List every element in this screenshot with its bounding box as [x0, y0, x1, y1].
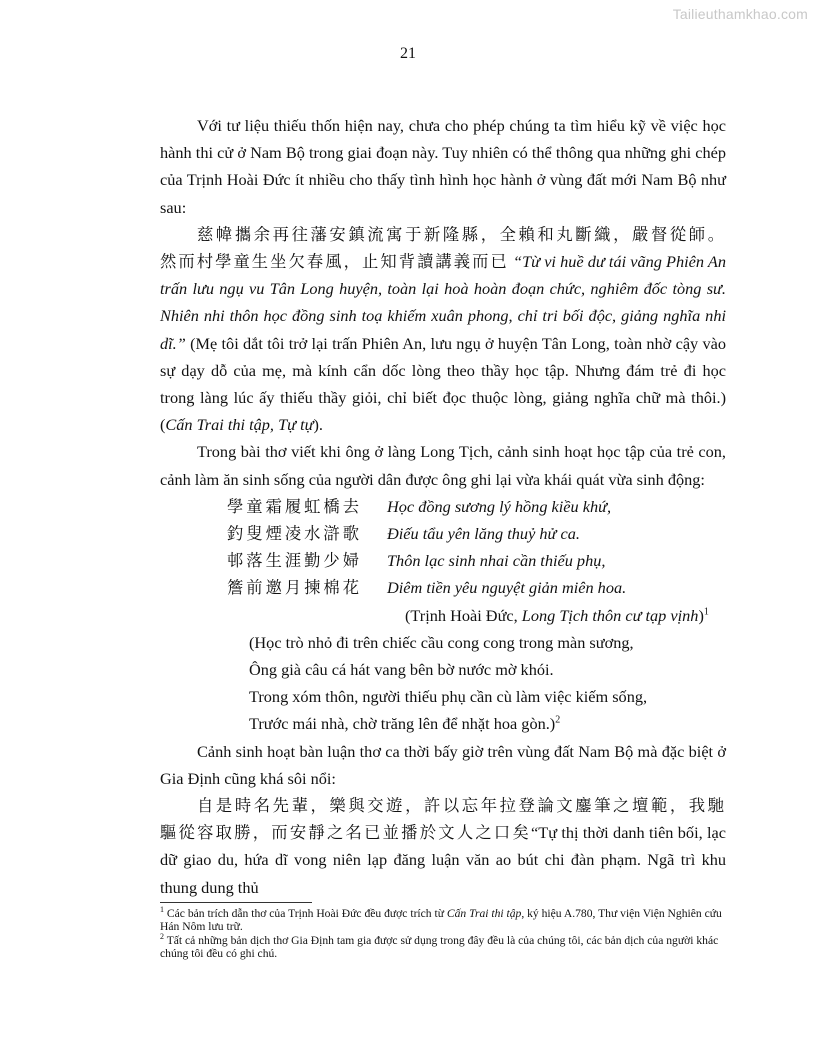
- footnote-number: 2: [160, 931, 164, 941]
- poem-line: [160, 574, 726, 601]
- translation-line: Ông già câu cá hát vang bên bờ nước mờ khói.: [249, 659, 554, 679]
- translation-line-text: Trước mái nhà, chờ trăng lên để nhặt hoa gòn.): [249, 714, 556, 734]
- footnote-1: [160, 907, 726, 934]
- footnote-ref-1[interactable]: 1: [703, 606, 709, 618]
- poem-han: 邨落生涯勤少婦: [227, 551, 362, 571]
- paragraph-poem-intro: Trong bài thơ viết khi ông ở làng Long Tịch, cảnh sinh hoạt học tập của trẻ con, cảnh làm ăn sinh sống của người dân được ông ghi lại vừa khái quát vừa sinh động:: [160, 442, 726, 489]
- han-quote-2: 自是時名先輩，樂與交遊，許以忘年拉登論文鏖筆之壇範，我馳驅從容取勝，而安靜之名已並播於文人之口矣: [160, 795, 726, 843]
- viet-translation: (Mẹ tôi dắt tôi trở lại trấn Phiên An, lưu ngụ ở huyện Tân Long, toàn nhờ cậy vào sự dạy dỗ của mẹ, mà kính cẩn dốc lòng theo thầy học tập. Nhưng đám trẻ đi học trong làng lúc ấy thiếu thầy giỏi, chỉ biết đọc thuộc lòng, giảng nghĩa chữ mà thôi.) (: [160, 333, 726, 435]
- poem-source: [160, 602, 726, 629]
- poem-viet: Học đồng sương lý hồng kiều khứ,: [387, 496, 612, 516]
- viet-transliteration-2: “Tự thị thời danh tiên bối, lạc dữ giao du, hứa dĩ vong niên lạp đăng luận văn ao bút chi đàn phạm. Ngã trì khu thung dung thủ: [160, 823, 726, 897]
- paragraph-discussion: Cảnh sinh hoạt bàn luận thơ ca thời bấy giờ trên vùng đất Nam Bộ mà đặc biệt ở Gia Định cũng khá sôi nổi:: [160, 741, 726, 788]
- translation-line: [249, 710, 726, 737]
- poem-line: [160, 493, 726, 520]
- page-body: [160, 112, 726, 901]
- page-number: 21: [400, 45, 416, 62]
- quote-source: Cấn Trai thi tập, Tự tự: [165, 415, 314, 435]
- footnote-ref-2[interactable]: 2: [555, 714, 561, 726]
- watermark: Tailieuthamkhao.com: [672, 6, 808, 22]
- footnote-divider: [160, 902, 312, 903]
- poem-line: [160, 520, 726, 547]
- poem-source-title: Long Tịch thôn cư tạp vịnh: [521, 605, 699, 625]
- footnote-number: 1: [160, 905, 164, 915]
- poem-source-suffix: ): [698, 605, 704, 625]
- poem-han: 釣叟煙凌水滸歌: [227, 524, 362, 544]
- poem-source-prefix: (Trịnh Hoài Đức,: [405, 605, 522, 625]
- footnote-2: [160, 931, 726, 961]
- paragraph-intro: Với tư liệu thiếu thốn hiện nay, chưa cho phép chúng ta tìm hiểu kỹ về việc học hành thi cử ở Nam Bộ trong giai đoạn này. Tuy nhiên có thể thông qua những ghi chép của Trịnh Hoài Đức ít nhiều cho thấy tình hình học hành ở vùng đất mới Nam Bộ như sau:: [160, 116, 726, 217]
- paragraph-quote-2: [160, 792, 726, 901]
- poem-viet: Điếu tẩu yên lăng thuỷ hử ca.: [387, 524, 580, 544]
- footnote-text: Các bản trích dẫn thơ của Trịnh Hoài Đức đều được trích từ: [164, 907, 447, 920]
- han-quote: 慈幃攜余再往藩安鎮流寓于新隆縣，全賴和丸斷織，嚴督從師。然而村學童生坐欠春風，止知背讀講義而已: [160, 224, 726, 272]
- paragraph-quote: [160, 221, 726, 439]
- poem-han: 簷前邀月揀棉花: [227, 578, 362, 598]
- poem-line: [160, 547, 726, 574]
- translation-line: (Học trò nhỏ đi trên chiếc cầu cong cong trong màn sương,: [249, 632, 634, 652]
- footnote-text-end: , ký hiệu A.780, Thư viện Viện Nghiên cứu Hán Nôm lưu trữ.: [160, 907, 722, 934]
- poem-viet: Thôn lạc sinh nhai cần thiếu phụ,: [387, 551, 606, 571]
- viet-transliteration: “Từ vi huề dư tái vãng Phiên An trấn lưu ngụ vu Tân Long huyện, toàn lại hoà hoàn đoạn chức, nghiêm đốc tòng sư. Nhiên nhi thôn học đồng sinh toạ khiếm xuân phong, chỉ tri bối độc, giảng nghĩa nhi dĩ.”: [160, 252, 726, 353]
- poem-translation: [160, 629, 726, 738]
- footnote-italic: Cấn Trai thi tập: [446, 907, 522, 920]
- quote-source-end: ).: [313, 415, 323, 435]
- poem: [160, 493, 726, 738]
- translation-line: Trong xóm thôn, người thiếu phụ cần cù làm việc kiếm sống,: [249, 687, 648, 707]
- poem-viet: Diêm tiền yêu nguyệt giản miên hoa.: [387, 578, 627, 598]
- footnotes: [160, 907, 726, 961]
- poem-han: 學童霜履虹橋去: [227, 496, 362, 516]
- footnote-text: Tất cả những bản dịch thơ Gia Định tam gia được sử dụng trong đây đều là của chúng tôi, các bản dịch của người khác chúng tôi đều có ghi chú.: [160, 933, 719, 961]
